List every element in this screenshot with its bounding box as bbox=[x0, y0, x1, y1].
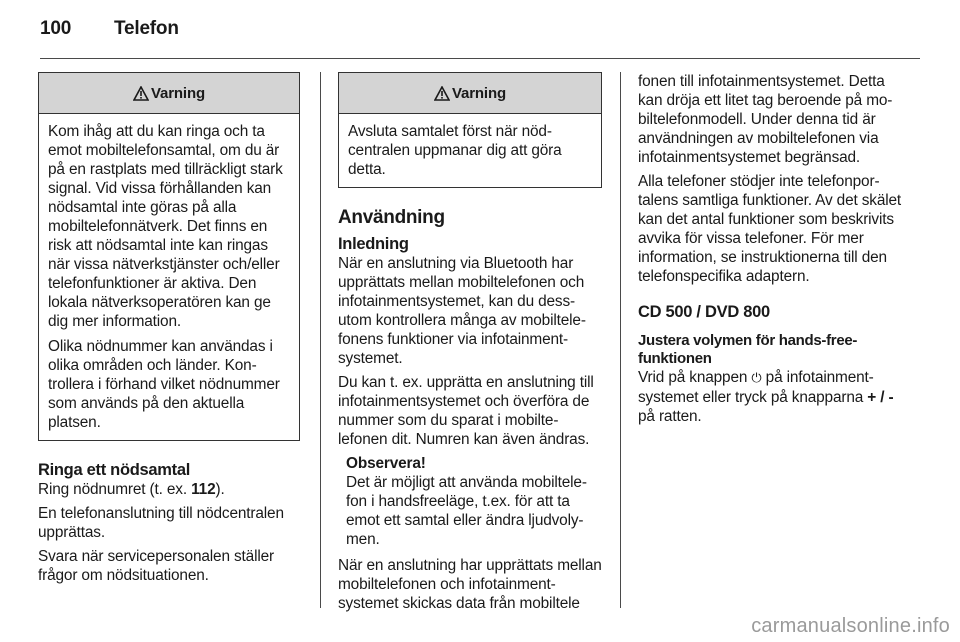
section-heading: Ringa ett nödsamtal bbox=[38, 461, 190, 479]
warning-body bbox=[339, 114, 601, 187]
body-paragraph: Svara när servicepersonalen ställer frågor om nödsituationen. bbox=[38, 548, 274, 584]
header-divider bbox=[40, 58, 920, 59]
warning-title: Varning bbox=[151, 84, 205, 102]
body-paragraph: En telefonanslutning till nödcentralen upprättas. bbox=[38, 505, 284, 541]
note-text: Det är möjligt att använda mobiltelefon i handsfreeläge, t.ex. för att ta emot ett samtal eller ändra ljudvolymen. bbox=[346, 474, 587, 548]
warning-header bbox=[339, 73, 601, 114]
text-run: på ratten. bbox=[638, 408, 702, 425]
warning-box bbox=[338, 72, 602, 188]
section-title: Telefon bbox=[114, 18, 179, 39]
subsection-heading: Inledning bbox=[338, 235, 409, 253]
body-paragraph: Alla telefoner stödjer inte telefonportalens samtliga funktioner. Av det skälet kan det antal funktioner som beskrivits avvika för vissa telefoner. För mer information, se instruktionerna till den telefonspecifika adaptern. bbox=[638, 173, 902, 285]
warning-box bbox=[38, 72, 300, 441]
volume-buttons-label: + / - bbox=[867, 389, 894, 406]
section-heading: Användning bbox=[338, 207, 445, 228]
note-box bbox=[338, 454, 602, 549]
body-paragraph bbox=[38, 480, 300, 499]
body-paragraph: fonen till infotainmentsystemet. Detta kan dröja ett litet tag beroende på mobiltelefonmodell. Under denna tid är användningen av mobiltelefonen via infotainmentsystemet begränsad. bbox=[638, 73, 893, 166]
warning-paragraph: Olika nödnummer kan användas i olika områden och länder. Kontrollera i förhand vilket nödnummer som används på den aktuella platsen. bbox=[48, 338, 280, 431]
warning-title: Varning bbox=[452, 84, 506, 102]
column-divider-1 bbox=[320, 72, 321, 608]
text-run: Vrid på knappen bbox=[638, 369, 752, 386]
watermark: carmanualsonline.info bbox=[751, 615, 950, 637]
page-header bbox=[40, 18, 179, 40]
warning-header bbox=[39, 73, 299, 114]
section-heading: CD 500 / DVD 800 bbox=[638, 303, 770, 321]
warning-body bbox=[39, 114, 299, 440]
body-paragraph: När en anslutning har upprättats mellan mobiltelefonen och infotainmentsystemet skickas data från mobiltele bbox=[338, 557, 602, 612]
text-run: ). bbox=[215, 481, 225, 498]
page-number: 100 bbox=[40, 18, 72, 39]
warning-triangle-icon bbox=[133, 86, 149, 101]
note-title: Observera! bbox=[346, 455, 426, 472]
emergency-number: 112 bbox=[191, 481, 216, 498]
column-2 bbox=[338, 72, 602, 618]
text-run: Ring nödnumret (t. ex. bbox=[38, 481, 192, 498]
power-knob-icon: ⏻ bbox=[751, 371, 762, 386]
column-1 bbox=[38, 72, 300, 590]
warning-paragraph: Avsluta samtalet först när nödcentralen uppmanar dig att göra detta. bbox=[348, 123, 562, 178]
body-paragraph: Du kan t. ex. upprätta en anslutning till infotainmentsystemet och överföra de nummer som du sparat i mobiltelefonen dit. Numren kan även ändras. bbox=[338, 374, 594, 448]
warning-paragraph: Kom ihåg att du kan ringa och ta emot mobiltelefonsamtal, om du är på en rastplats med tillräckligt stark signal. Vid vissa förhållanden kan nödsamtal inte göras på alla mobiltelefonnätverk. Det finns en risk att nödsamtal inte kan ringas när vissa nätverkstjänster och/eller telefonfunktioner är aktiva. Den lokala nätverksoperatören kan ge dig mer information. bbox=[48, 123, 283, 330]
body-paragraph bbox=[638, 368, 902, 426]
warning-triangle-icon bbox=[434, 86, 450, 101]
column-3 bbox=[638, 72, 902, 431]
body-paragraph: När en anslutning via Bluetooth har upprättats mellan mobiltelefonen och infotainmentsystemet, kan du dessutom kontrollera många av mobiltelefonens funktioner via infotainmentsystemet. bbox=[338, 255, 586, 367]
subsection-heading: Justera volymen för hands-freefunktionen bbox=[638, 332, 858, 367]
column-divider-2 bbox=[620, 72, 621, 608]
text-run: på infotainmentsystemet eller tryck på knapparna bbox=[638, 369, 874, 406]
